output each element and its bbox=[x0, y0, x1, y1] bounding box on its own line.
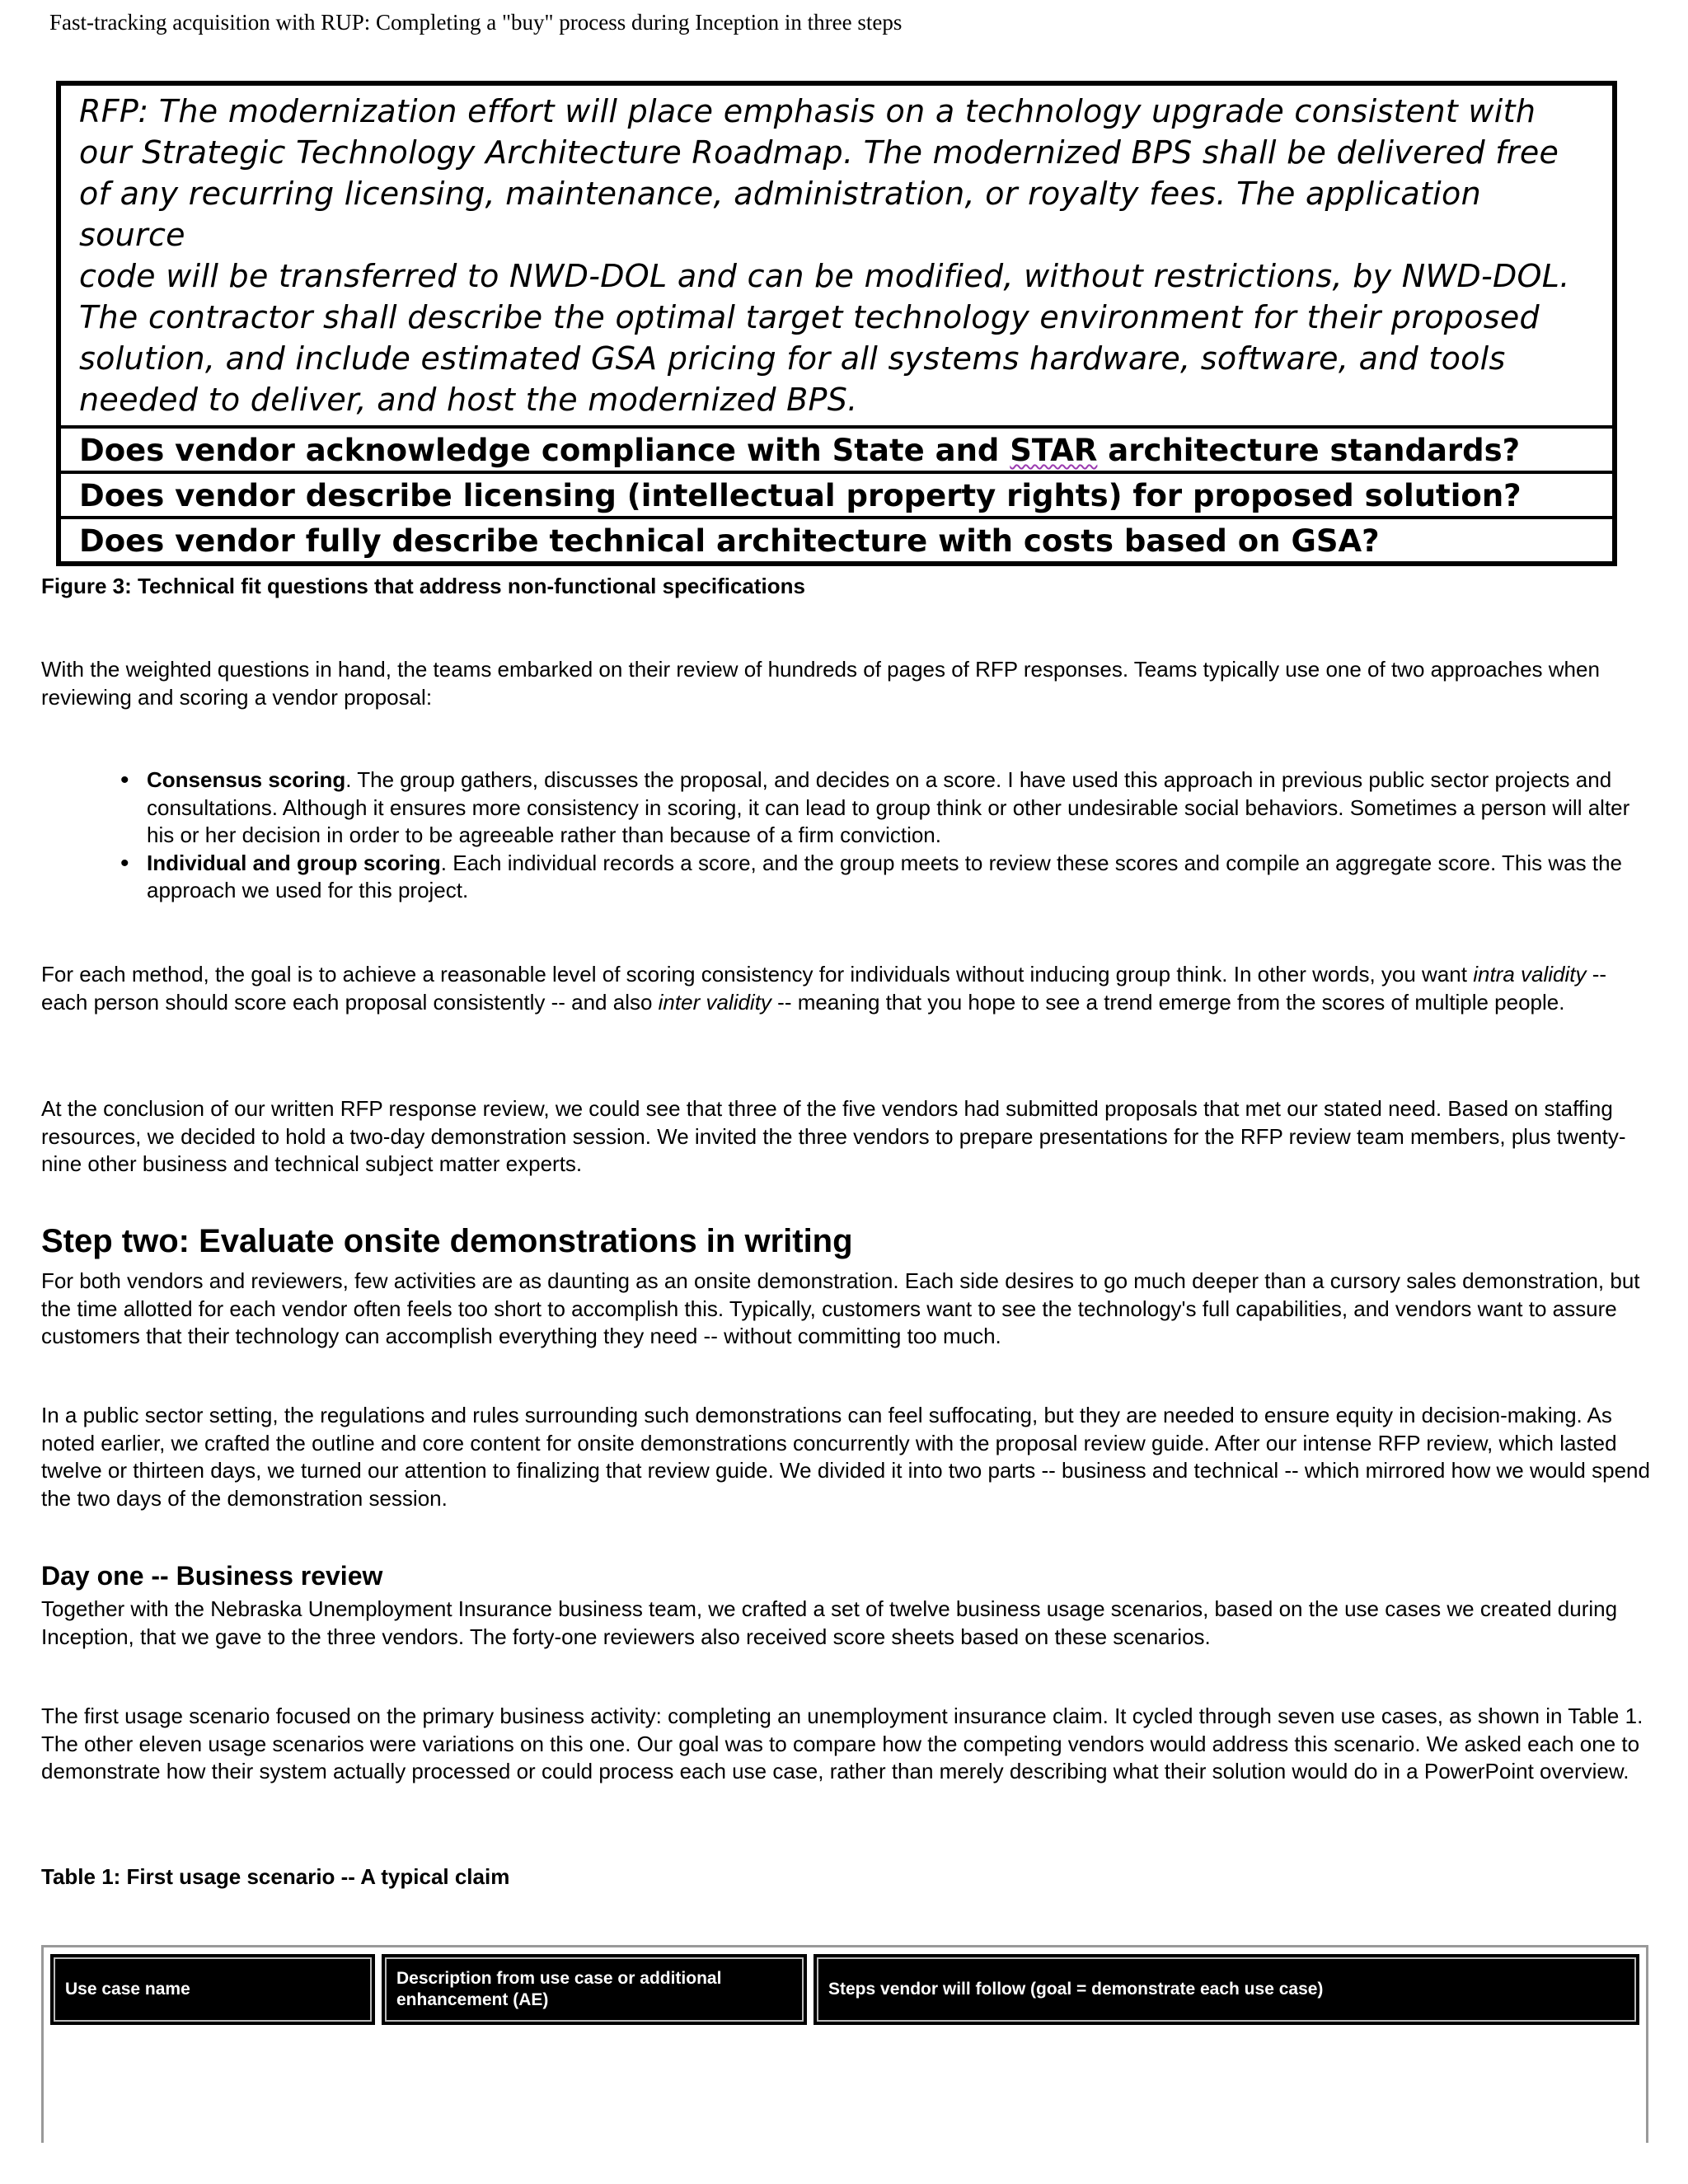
rfp-line: needed to deliver, and host the modernized BPS. bbox=[79, 382, 858, 418]
paragraph-scenarios: Together with the Nebraska Unemployment Insurance business team, we crafted a set of twelve business usage scenarios, based on the use cases we created during Inception, that we gave to the three vendors. The forty-one reviewers also received score sheets based on these scenarios. bbox=[41, 1596, 1618, 1649]
column-header-steps: Steps vendor will follow (goal = demonstrate each use case) bbox=[814, 1954, 1639, 2025]
list-item: • Consensus scoring. The group gathers, discusses the proposal, and decides on a score. I have used this approach in previous public sector projects and consultations. Although it ensures more consistency in scoring, it can lead to group think or other undesirable social behaviors. Sometimes a person will alter his or her decision in order to be agreeable rather than because of a firm conviction. bbox=[147, 766, 1657, 850]
column-header-use-case: Use case name bbox=[50, 1954, 375, 2025]
usage-scenario-table bbox=[41, 1945, 1648, 2143]
rfp-line: our Strategic Technology Architecture Roadmap. The modernized BPS shall be delivered free bbox=[79, 134, 1559, 171]
paragraph-first-scenario: The first usage scenario focused on the primary business activity: completing an unemployment insurance claim. It cycled through seven use cases, as shown in Table 1. The other eleven usage scenarios were variations on this one. Our goal was to compare how the competing vendors would address this scenario. We asked each one to demonstrate how their system actually processed or could process each use case, rather than merely describing what their solution would do in a PowerPoint overview. bbox=[41, 1704, 1643, 1783]
subheading-day-one: Day one -- Business review bbox=[41, 1561, 383, 1591]
rfp-line: code will be transferred to NWD-DOL and can be modified, without restrictions, by NWD-DOL. bbox=[79, 258, 1570, 294]
column-header-description: Description from use case or additional enhancement (AE) bbox=[382, 1954, 807, 2025]
scoring-approaches-list bbox=[41, 766, 1657, 905]
rfp-line: of any recurring licensing, maintenance, administration, or royalty fees. The application source bbox=[79, 176, 1481, 253]
bullet-term: Consensus scoring bbox=[147, 767, 346, 792]
bullet-term: Individual and group scoring bbox=[147, 850, 441, 875]
paragraph-demonstrations: For both vendors and reviewers, few activities are as daunting as an onsite demonstration. Each side desires to go much deeper than a cursory sales demonstration, but the time allotted for each vendor often feels too short to accomplish this. Typically, customers want to see the technology's full capabilities, and vendors want to assure customers that their technology can accomplish everything they need -- without committing too much. bbox=[41, 1268, 1640, 1348]
question-architecture: Does vendor fully describe technical architecture with costs based on GSA? bbox=[61, 516, 1612, 561]
table-caption: Table 1: First usage scenario -- A typical claim bbox=[41, 1864, 510, 1889]
paragraph-review-intro: With the weighted questions in hand, the teams embarked on their review of hundreds of pages of RFP responses. Teams typically use one of two approaches when reviewing and scoring a vendor proposal: bbox=[41, 657, 1600, 710]
table-header-row bbox=[50, 1954, 1639, 2025]
paragraph-validity: For each method, the goal is to achieve a reasonable level of scoring consistency for individuals without inducing group think. In other words, you want intra validity -- each person should score each proposal consistently -- and also inter validity -- meaning that you hope to see a trend emerge from the scores of multiple people. bbox=[41, 962, 1607, 1015]
figure-rfp-box bbox=[56, 81, 1617, 566]
question-licensing: Does vendor describe licensing (intellectual property rights) for proposed solution? bbox=[61, 471, 1612, 516]
star-term: STAR bbox=[1010, 433, 1098, 468]
rfp-excerpt bbox=[61, 86, 1612, 425]
question-compliance: Does vendor acknowledge compliance with State and STAR architecture standards? bbox=[61, 425, 1612, 471]
rfp-line: solution, and include estimated GSA pricing for all systems hardware, software, and tools bbox=[79, 340, 1506, 377]
paragraph-conclusion: At the conclusion of our written RFP response review, we could see that three of the five vendors had submitted proposals that met our stated need. Based on staffing resources, we decided to hold a two-day demonstration session. We invited the three vendors to prepare presentations for the RFP review team members, plus twenty-nine other business and technical subject matter experts. bbox=[41, 1096, 1626, 1176]
page-header-title: Fast-tracking acquisition with RUP: Completing a "buy" process during Inception in three steps bbox=[49, 10, 903, 35]
rfp-line: The contractor shall describe the optimal target technology environment for their proposed bbox=[79, 299, 1540, 335]
figure-caption: Figure 3: Technical fit questions that address non-functional specifications bbox=[41, 574, 805, 598]
rfp-line: RFP: The modernization effort will place emphasis on a technology upgrade consistent with bbox=[79, 93, 1536, 129]
paragraph-public-sector: In a public sector setting, the regulations and rules surrounding such demonstrations can feel suffocating, but they are needed to ensure equity in decision-making. As noted earlier, we crafted the outline and core content for onsite demonstrations concurrently with the proposal review guide. After our intense RFP review, which lasted twelve or thirteen days, we turned our attention to finalizing that review guide. We divided it into two parts -- business and technical -- which mirrored how we would spend the two days of the demonstration session. bbox=[41, 1403, 1650, 1511]
section-heading-step-two: Step two: Evaluate onsite demonstrations in writing bbox=[41, 1223, 853, 1259]
list-item: • Individual and group scoring. Each individual records a score, and the group meets to review these scores and compile an aggregate score. This was the approach we used for this project. bbox=[147, 850, 1657, 905]
